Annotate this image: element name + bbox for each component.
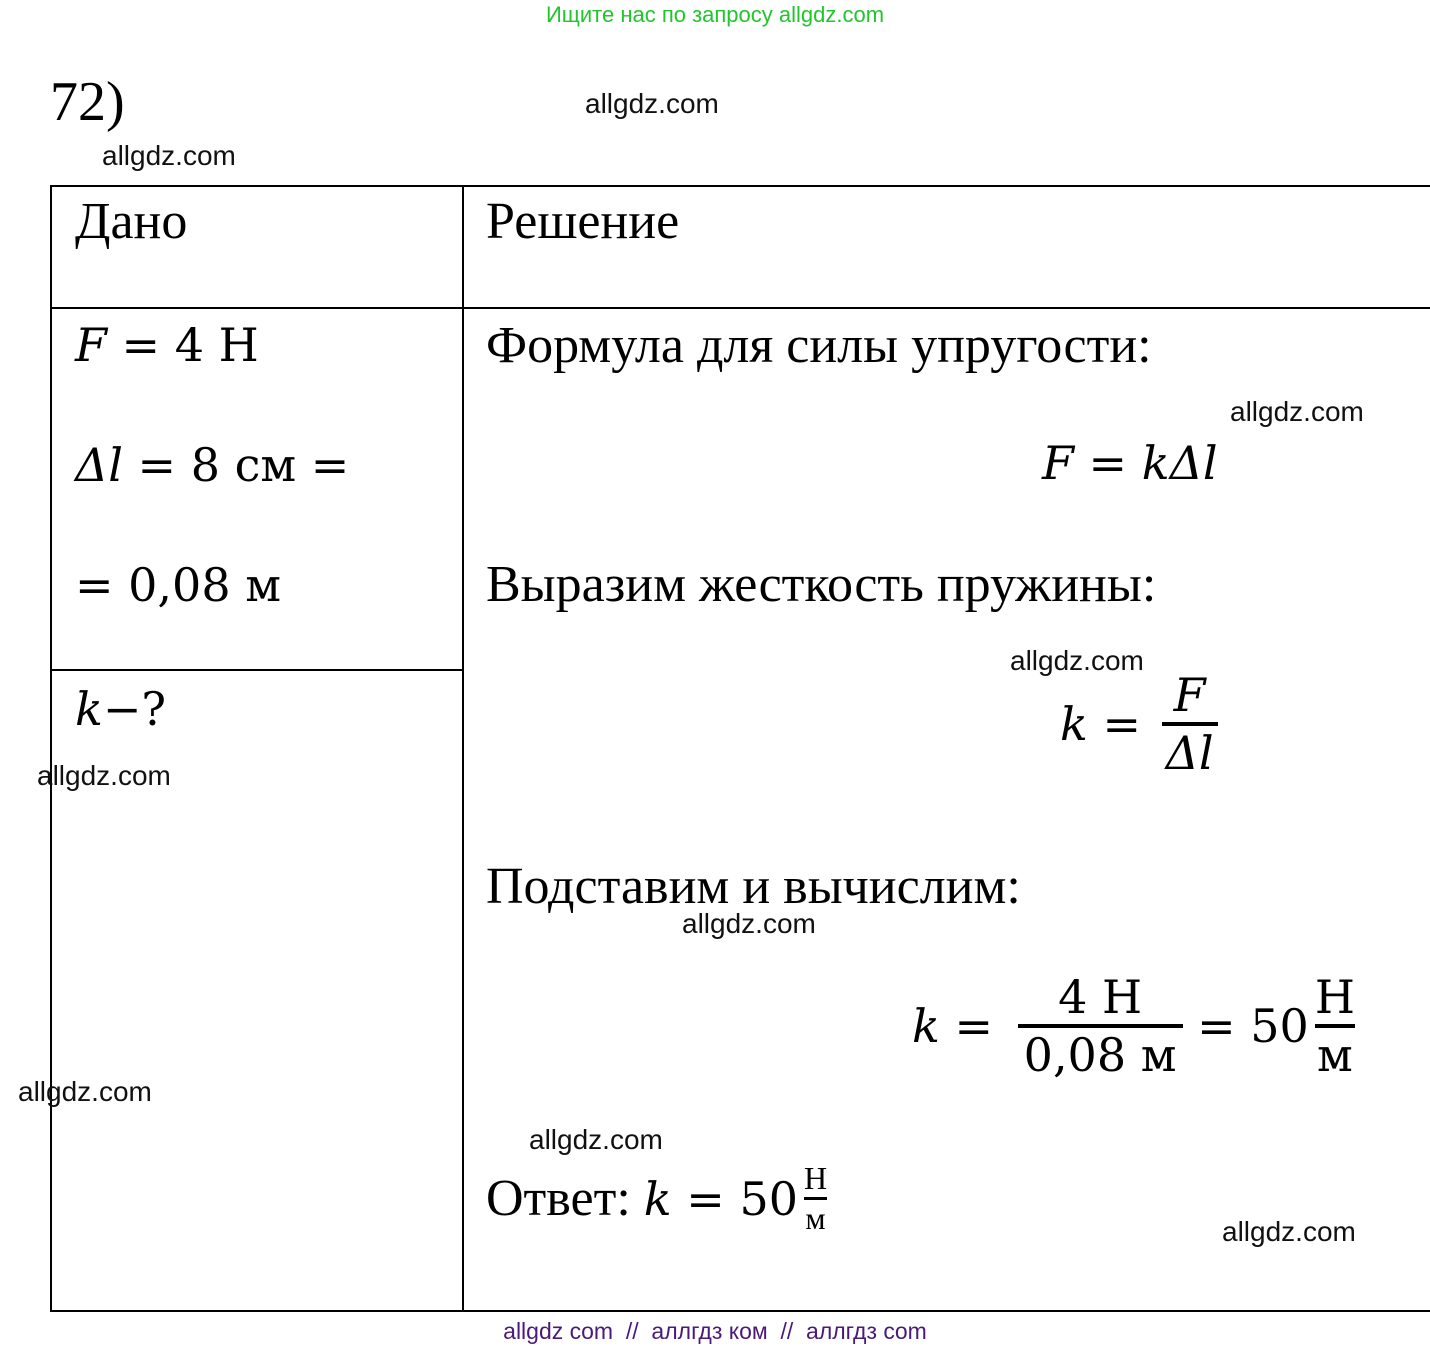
answer-unit-fraction: $\frac{Н}{м}$ — [803, 1160, 828, 1236]
table-header-divider — [50, 307, 1430, 309]
given-elongation-si: = 0,08 м — [75, 558, 281, 612]
given-header: Дано — [75, 193, 188, 250]
watermark: allgdz.com — [682, 908, 816, 939]
var-delta-l: Δl — [75, 438, 123, 492]
formula-hooke: F = kΔl — [1042, 436, 1218, 490]
watermark: allgdz.com — [18, 1076, 152, 1107]
watermark: allgdz.com — [102, 140, 236, 171]
step3-text: Подставим и вычислим: — [486, 858, 1021, 915]
watermark: allgdz.com — [1010, 645, 1144, 676]
formula-k-calculation: k = $\frac{4 Н}{0,08 м}$ = 50 $\frac{Н}{м}$ — [912, 970, 1355, 1082]
unknown-k: k−? — [75, 682, 167, 736]
fraction: $\frac{4 Н}{0,08 м}$ — [1018, 970, 1183, 1082]
solution-header: Решение — [486, 193, 680, 250]
formula-k-expression: k = $\frac{F}{\Delta l}$ — [1060, 668, 1218, 780]
watermark: allgdz.com — [529, 1124, 663, 1155]
answer-line: Ответ: k = 50 $\frac{Н}{м}$ — [486, 1160, 828, 1236]
watermark: allgdz.com — [37, 760, 171, 791]
table-border-top — [50, 185, 1430, 187]
step2-text: Выразим жесткость пружины: — [486, 556, 1157, 613]
watermark: allgdz.com — [1222, 1216, 1356, 1247]
watermark: allgdz.com — [585, 88, 719, 119]
answer-label: Ответ: — [486, 1170, 644, 1227]
table-border-bottom — [50, 1310, 1430, 1312]
var-F: F — [75, 318, 107, 372]
footer-watermark-links[interactable]: allgdz com // аллгдз ком // аллгдз com — [503, 1318, 927, 1344]
watermark: allgdz.com — [1230, 396, 1364, 427]
step1-text: Формула для силы упругости: — [486, 317, 1152, 374]
top-banner-link[interactable]: Ищите нас по запросу allgdz.com — [545, 2, 885, 27]
unit-fraction: $\frac{Н}{м}$ — [1314, 970, 1355, 1082]
var-k: k — [75, 682, 103, 736]
given-force: F = 4 Н — [75, 318, 259, 372]
fraction: $\frac{F}{\Delta l}$ — [1162, 668, 1218, 780]
table-border-left — [50, 185, 52, 1312]
table-column-divider — [462, 185, 464, 1312]
given-unknown-divider — [50, 669, 464, 671]
given-elongation: Δl = 8 см = — [75, 438, 350, 492]
problem-number: 72) — [50, 71, 125, 133]
